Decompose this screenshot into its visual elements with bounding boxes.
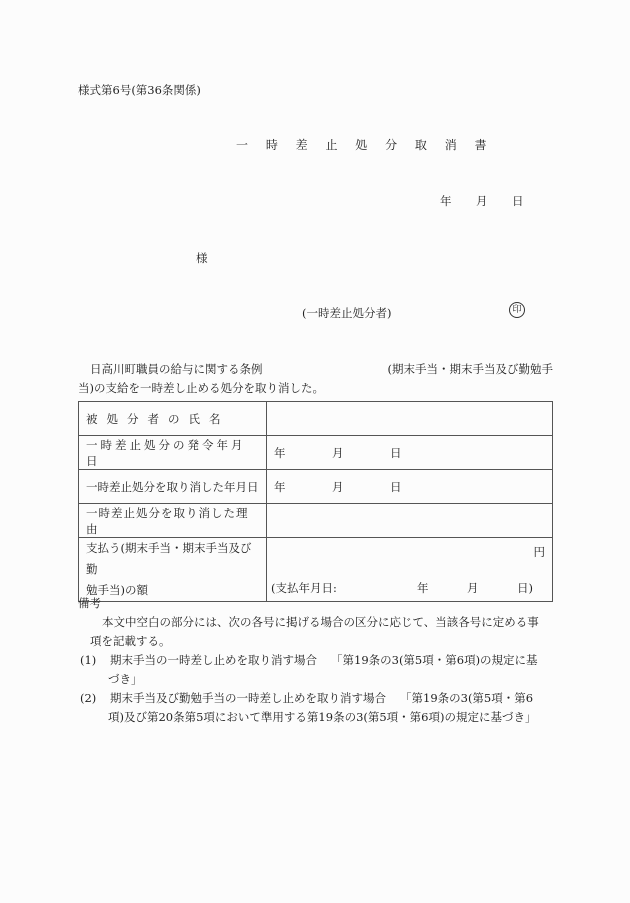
item-text-line1: 「第19条の3(第5項・第6 [400, 691, 534, 705]
year-label: 年 [417, 581, 429, 595]
issue-date-line [440, 193, 524, 209]
body-line1-right: (期末手当・期末手当及び勤勉手 [387, 362, 553, 376]
cancel-reason-field[interactable] [267, 504, 553, 538]
notes-item-1 [78, 651, 558, 670]
item-case: 期末手当及び勤勉手当の一時差し止めを取り消す場合 [110, 691, 386, 705]
body-line2: 当)の支給を一時差し止める処分を取り消した。 [78, 381, 324, 395]
seal-icon: 印 [509, 302, 525, 318]
amount-label-line2: 勉手当)の額 [86, 583, 148, 597]
payment-date-label: (支払年月日: [271, 581, 337, 595]
table-row [79, 538, 553, 602]
row-label-cancel-reason: 一時差止処分を取り消した理由 [79, 504, 267, 538]
year-label: 年 [274, 445, 286, 460]
body-line1-left: 日高川町職員の給与に関する条例 [90, 362, 263, 376]
yen-label: 円 [533, 545, 545, 559]
item-text-line2: づき」 [108, 672, 143, 686]
notes-item-2 [78, 689, 558, 708]
date-day-label: 日 [512, 194, 524, 208]
amount-field[interactable] [267, 538, 553, 602]
table-row [79, 504, 553, 538]
form-number: 様式第6号(第36条関係) [78, 83, 201, 97]
body-paragraph [78, 360, 553, 398]
record-table [78, 401, 553, 602]
order-date-field[interactable] [267, 436, 553, 470]
item-text-line1: 「第19条の3(第5項・第6項)の規定に基 [331, 653, 538, 667]
document-title: 一 時 差 止 処 分 取 消 書 [236, 138, 494, 152]
table-row [79, 470, 553, 504]
issuer-label: (一時差止処分者) [302, 306, 392, 320]
item-case: 期末手当の一時差し止めを取り消す場合 [110, 653, 317, 667]
date-year-label: 年 [440, 194, 452, 208]
table-row [79, 436, 553, 470]
table-row [79, 402, 553, 436]
item-text-line2: 項)及び第20条第5項において準用する第19条の3(第5項・第6項)の規定に基づき」 [108, 710, 537, 724]
row-label-amount [79, 538, 267, 602]
row-label-cancel-date: 一時差止処分を取り消した年月日 [79, 470, 267, 504]
item-number: (1) [80, 653, 97, 667]
item-number: (2) [80, 691, 97, 705]
notes-intro-line2: 項を記載する。 [90, 634, 171, 648]
notes-intro-line1: 本文中空白の部分には、次の各号に掲げる場合の区分に応じて、当該各号に定める事 [102, 615, 539, 629]
cancel-date-field[interactable] [267, 470, 553, 504]
row-label-name: 被処分者の氏名 [79, 402, 267, 436]
month-label: 月 [467, 581, 479, 595]
day-label: 日 [390, 479, 402, 494]
day-label: 日) [517, 581, 533, 595]
notes-heading: 備考 [78, 596, 101, 610]
day-label: 日 [390, 445, 402, 460]
month-label: 月 [332, 479, 344, 494]
row-label-order-date: 一時差止処分の発令年月日 [79, 436, 267, 470]
month-label: 月 [332, 445, 344, 460]
amount-label-line1: 支払う(期末手当・期末手当及び勤 [86, 541, 252, 576]
notes-section [78, 594, 558, 727]
date-month-label: 月 [476, 194, 488, 208]
year-label: 年 [274, 479, 286, 494]
name-field[interactable] [267, 402, 553, 436]
addressee-suffix: 様 [196, 251, 208, 265]
